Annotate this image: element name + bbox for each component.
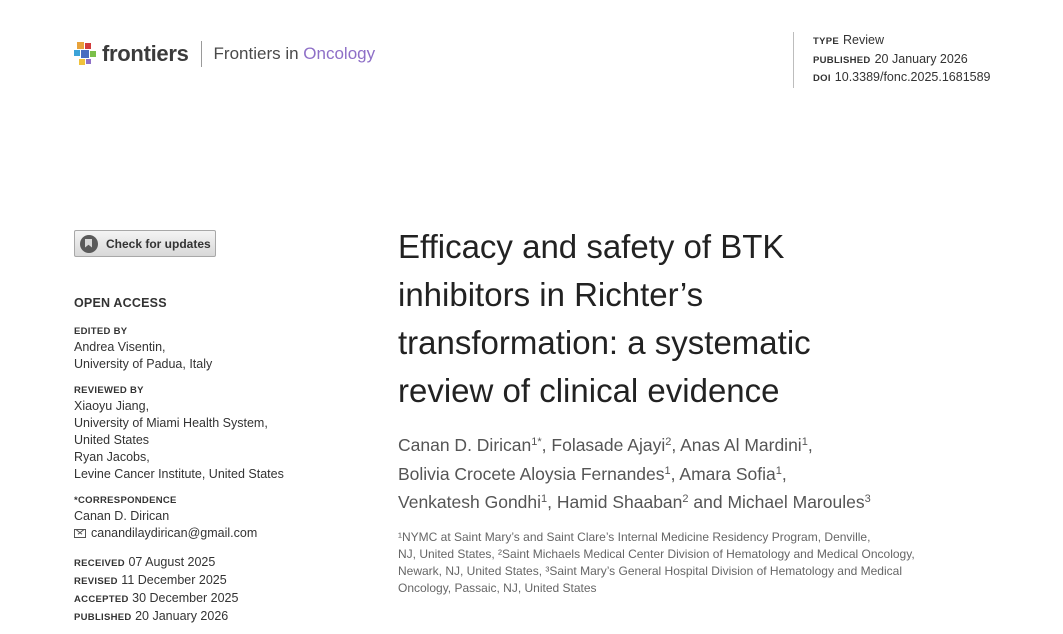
revised-label: REVISED (74, 576, 118, 587)
affiliation-line: ¹NYMC at Saint Mary’s and Saint Clare’s Internal Medicine Residency Program, Denville, (398, 530, 871, 544)
title-line: inhibitors in Richter’s (398, 276, 704, 313)
journal-name (214, 44, 376, 64)
check-for-updates-button[interactable] (74, 230, 216, 257)
author-name[interactable]: Anas Al Mardini (680, 435, 802, 455)
author-separator: , (671, 435, 681, 455)
reviewer-line: United States (74, 433, 150, 447)
correspondence-section (74, 494, 344, 542)
dates-section (74, 553, 344, 625)
title-line: transformation: a systematic (398, 324, 811, 361)
author-affiliation-mark: 1 (541, 493, 548, 505)
author-line (398, 431, 1038, 460)
editor-name: Andrea Visentin, (74, 340, 166, 354)
author-affiliation-mark: 3 (864, 493, 871, 505)
author-line (398, 460, 1038, 489)
correspondence-name: Canan D. Dirican (74, 509, 170, 523)
received-label: RECEIVED (74, 558, 125, 569)
author-name[interactable]: Folasade Ajayi (551, 435, 666, 455)
author-affiliation-mark: 1 (775, 464, 782, 477)
revised-date (74, 571, 344, 589)
author-list (398, 431, 1038, 517)
journal-accent: Oncology (303, 44, 376, 63)
author-affiliation-mark: 2 (665, 436, 672, 448)
author-separator: , (541, 435, 552, 455)
meta-doi-label: DOI (813, 73, 831, 84)
accepted-date (74, 589, 344, 607)
author-separator: , (670, 463, 680, 484)
article-meta (793, 32, 991, 88)
sidebar-info (74, 295, 344, 625)
bookmark-badge-icon (80, 235, 98, 253)
affiliation-line: NJ, United States, ²Saint Michaels Medical Center Division of Hematology and Medical Oncology, (398, 547, 915, 561)
author-name[interactable]: Hamid Shaaban (556, 492, 683, 512)
correspondence-heading: *CORRESPONDENCE (74, 495, 177, 506)
reviewer-line: Xiaoyu Jiang, (74, 399, 150, 413)
check-for-updates-label: Check for updates (106, 236, 211, 251)
title-line: review of clinical evidence (398, 372, 780, 409)
correspondence-email-row (74, 525, 344, 542)
article-title (398, 223, 998, 415)
frontiers-wordmark: frontiers (102, 41, 189, 66)
affiliation-line: Oncology, Passaic, NJ, United States (398, 581, 597, 595)
envelope-icon (74, 529, 86, 538)
edited-by-section (74, 325, 344, 373)
meta-doi (813, 69, 991, 88)
frontiers-logo-icon (74, 40, 98, 68)
title-line: Efficacy and safety of BTK (398, 228, 785, 265)
meta-published (813, 51, 991, 70)
correspondence-email[interactable]: canandilaydirican@gmail.com (91, 526, 258, 540)
author-separator: , (807, 435, 813, 455)
open-access-label: OPEN ACCESS (74, 296, 167, 310)
meta-doi-value[interactable]: 10.3389/fonc.2025.1681589 (834, 70, 991, 84)
published-value: 20 January 2026 (135, 609, 229, 623)
author-name[interactable]: Bolivia Crocete Aloysia Fernandes (398, 463, 665, 484)
reviewed-by-heading: REVIEWED BY (74, 385, 144, 396)
meta-published-value: 20 January 2026 (874, 51, 968, 66)
meta-type-label: TYPE (813, 36, 840, 47)
journal-prefix: Frontiers in (213, 44, 304, 63)
affiliation-line: Newark, NJ, United States, ³Saint Mary’s General Hospital Division of Hematology and Medical (398, 564, 902, 578)
edited-by-heading: EDITED BY (74, 326, 128, 337)
meta-published-label: PUBLISHED (813, 54, 871, 66)
author-name[interactable]: Canan D. Dirican (398, 435, 532, 455)
author-separator: , (781, 463, 787, 484)
published-label: PUBLISHED (74, 612, 132, 623)
received-date (74, 553, 344, 571)
received-value: 07 August 2025 (128, 555, 216, 569)
accepted-label: ACCEPTED (74, 594, 129, 605)
reviewer-line: Ryan Jacobs, (74, 450, 150, 464)
author-name[interactable]: Amara Sofia (679, 463, 776, 484)
published-date (74, 607, 344, 625)
editor-affiliation: University of Padua, Italy (74, 357, 213, 371)
author-name[interactable]: Michael Maroules (727, 492, 865, 512)
reviewer-line: University of Miami Health System, (74, 416, 268, 430)
author-affiliation-mark: 2 (682, 493, 689, 505)
author-affiliation-mark: 1 (801, 436, 808, 448)
reviewer-line: Levine Cancer Institute, United States (74, 467, 284, 481)
affiliations (398, 529, 998, 597)
reviewed-by-section (74, 384, 344, 483)
author-separator: and (688, 492, 728, 512)
author-line (398, 488, 1038, 517)
author-name[interactable]: Venkatesh Gondhi (398, 492, 542, 512)
accepted-value: 30 December 2025 (132, 591, 239, 605)
author-affiliation-mark: 1* (531, 436, 542, 448)
journal-header (74, 40, 375, 68)
header-divider (201, 41, 202, 67)
revised-value: 11 December 2025 (121, 573, 227, 587)
author-separator: , (547, 492, 557, 512)
meta-type-value: Review (843, 33, 885, 47)
meta-type (813, 32, 991, 51)
author-affiliation-mark: 1 (664, 464, 671, 477)
